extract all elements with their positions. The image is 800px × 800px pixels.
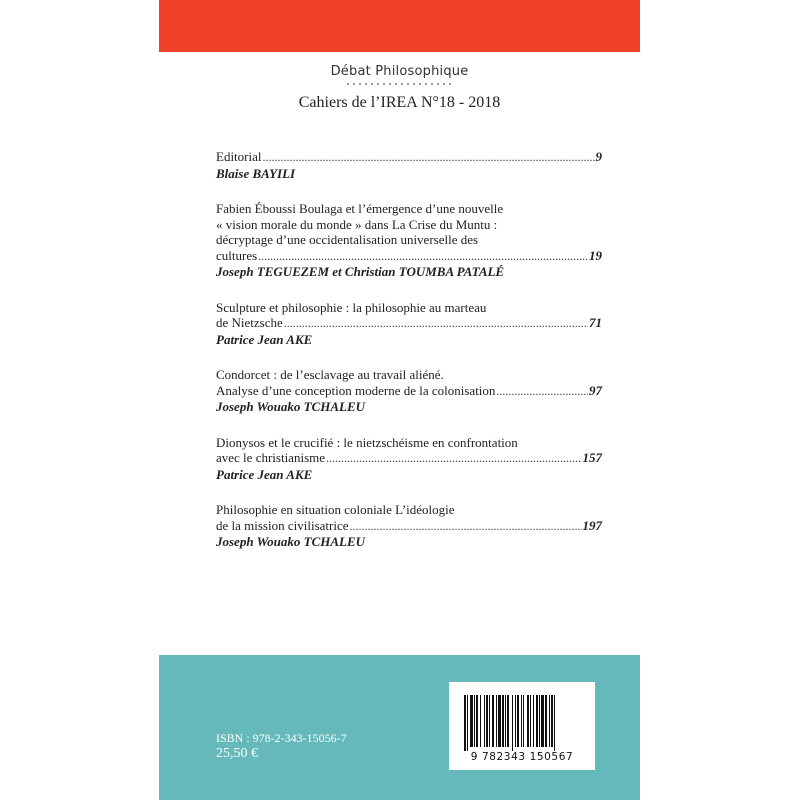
page-number: 71 [589, 315, 602, 330]
toc-entry [216, 502, 602, 550]
toc-title-text: avec le christianisme [216, 450, 326, 465]
dot-leader [350, 519, 582, 535]
isbn-text: ISBN : 978-2-343-15056-7 [216, 731, 347, 745]
dot-leader [496, 384, 588, 400]
toc-entry [216, 300, 602, 348]
toc-title-line: Dionysos et le crucifié : le nietzschéisme en confrontation [216, 434, 518, 450]
toc-title-text: de Nietzsche [216, 315, 283, 330]
toc-title-text: de la mission civilisatrice [216, 517, 349, 533]
barcode-bars [462, 695, 582, 751]
dot-leader [284, 316, 588, 332]
toc-title-last-line [216, 149, 602, 166]
toc-title-text: Analyse d’une conception moderne de la colonisation [216, 382, 496, 398]
dot-leader [263, 150, 595, 166]
bottom-color-band [159, 655, 640, 800]
toc-entry [216, 435, 602, 483]
toc-entry [216, 201, 602, 280]
toc-title-line: Fabien Éboussi Boulaga et l’émergence d’une nouvelle [216, 201, 504, 216]
toc-title-line: décryptage d’une occidentalisation universelle des [216, 232, 479, 247]
page-number: 97 [589, 382, 602, 398]
toc-title-line: Philosophie en situation coloniale L’idéologie [216, 502, 455, 517]
table-of-contents [216, 149, 602, 570]
dotted-divider [345, 83, 455, 85]
toc-title-last-line [216, 383, 602, 400]
dot-leader [258, 249, 588, 265]
page-number: 9 [595, 149, 602, 164]
book-back-cover [159, 0, 640, 800]
barcode-number: 9 782343 150567 [470, 751, 574, 763]
toc-title-last-line [216, 315, 602, 332]
toc-title-last-line [216, 518, 602, 535]
top-color-band [159, 0, 640, 52]
series-title: Débat Philosophique [330, 64, 469, 79]
toc-author: Patrice Jean AKE [216, 466, 313, 482]
toc-entry [216, 367, 602, 415]
dot-leader [326, 451, 581, 467]
toc-title-line: Sculpture et philosophie : la philosophie au marteau [216, 299, 487, 315]
toc-title-last-line [216, 450, 602, 467]
page-number: 157 [582, 450, 602, 465]
toc-author: Joseph Wouako TCHALEU [216, 399, 366, 414]
toc-author: Joseph Wouako TCHALEU [216, 534, 366, 549]
toc-title-text: cultures [216, 247, 258, 263]
toc-title-line: « vision morale du monde » dans La Crise du Muntu : [216, 216, 498, 232]
price-text: 25,50 € [216, 746, 258, 761]
toc-entry [216, 149, 602, 181]
page-number: 19 [589, 247, 602, 263]
toc-title-line: Condorcet : de l’esclavage au travail aliéné. [216, 367, 444, 382]
journal-title: Cahiers de l’IREA N°18 - 2018 [298, 94, 501, 111]
barcode [449, 682, 595, 770]
toc-author: Joseph TEGUEZEM et Christian TOUMBA PATALÉ [216, 264, 505, 279]
toc-title-text: Editorial [216, 149, 262, 164]
toc-title-last-line [216, 248, 602, 265]
toc-author: Blaise BAYILI [216, 165, 296, 181]
toc-author: Patrice Jean AKE [216, 331, 313, 347]
page-number: 197 [582, 517, 602, 533]
